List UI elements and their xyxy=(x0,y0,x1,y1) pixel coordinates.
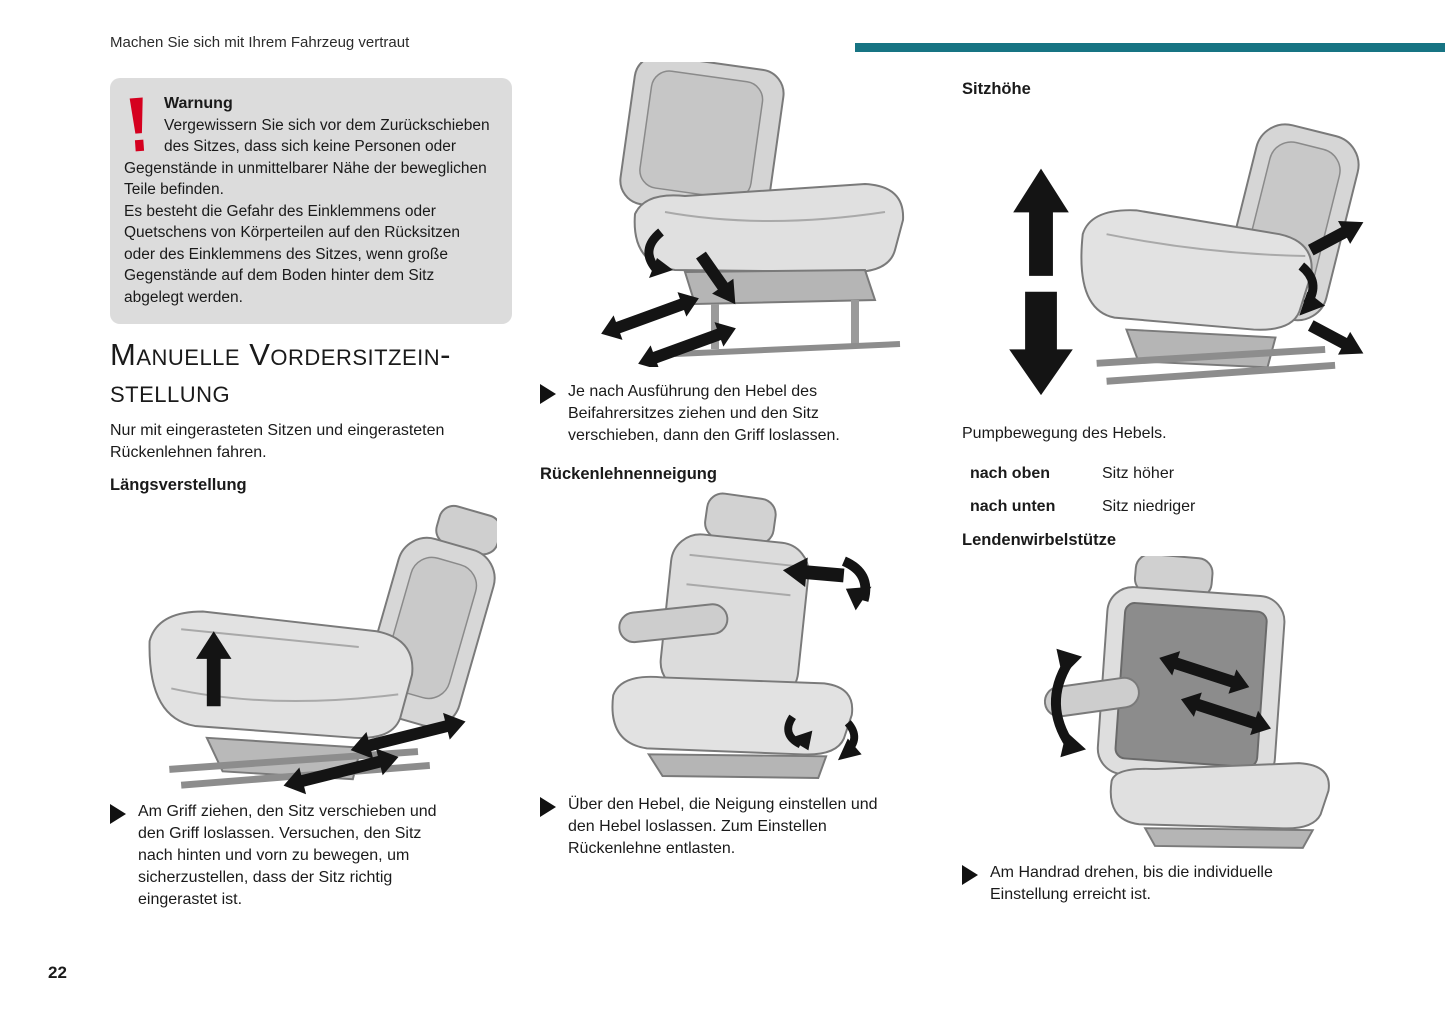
bullet-arrow-icon xyxy=(110,804,126,824)
instruction-longitudinal-text: Am Griff ziehen, den Sitz verschieben und den Griff loslassen. Versuchen, den Sitz nach hinten und vorn zu bewegen, um sicherzustellen, dass der Sitz richtig eingerastet ist. xyxy=(138,803,437,908)
table-key: nach unten xyxy=(970,498,1056,515)
warning-exclamation-icon xyxy=(124,95,154,155)
warning-paragraph-2: Es besteht die Gefahr des Einklemmens oder Quetschens von Körperteilen auf den Rücksitzen oder des Einklemmens des Sitzes, wenn große Gegenstände auf dem Boden hinter dem Sitz abgelegt werden. xyxy=(124,202,461,306)
pump-text: Pumpbewegung des Hebels. xyxy=(962,425,1167,442)
header-rule xyxy=(855,43,1445,52)
instruction-passenger-slide xyxy=(540,381,940,447)
warning-title: Warnung xyxy=(164,95,233,112)
seat-illustration-lumbar xyxy=(1017,556,1407,852)
heading-sitzhoehe: Sitzhöhe xyxy=(962,80,1031,98)
instruction-lumbar-text: Am Handrad drehen, bis die individuelle Einstellung erreicht ist. xyxy=(990,864,1273,903)
instruction-passenger-slide-text: Je nach Ausführung den Hebel des Beifahrersitzes ziehen und den Sitz verschieben, dann den Griff loslassen. xyxy=(568,383,840,444)
left-column xyxy=(110,78,512,911)
heading-laengsverstellung: Längsverstellung xyxy=(110,476,247,494)
seat-illustration-backrest-tilt xyxy=(560,490,940,786)
table-row xyxy=(970,465,1407,483)
instruction-backrest-tilt-text: Über den Hebel, die Neigung einstellen und den Hebel loslassen. Zum Einstellen Rückenlehne entlasten. xyxy=(568,796,878,857)
seat-illustration-passenger-slide xyxy=(565,62,940,367)
instruction-lumbar xyxy=(962,862,1407,906)
bullet-arrow-icon xyxy=(962,865,978,885)
section-title xyxy=(110,336,512,410)
section-intro: Nur mit eingerasteten Sitzen und eingerasteten Rückenlehnen fahren. xyxy=(110,422,445,461)
seat-illustration-seat-height xyxy=(987,107,1407,415)
page-number: 22 xyxy=(48,963,67,982)
running-header: Machen Sie sich mit Ihrem Fahrzeug vertraut xyxy=(110,34,410,51)
seat-illustration-longitudinal xyxy=(112,501,512,797)
table-value: Sitz höher xyxy=(1102,465,1175,482)
heading-rueckenlehnenneigung: Rückenlehnenneigung xyxy=(540,465,717,483)
instruction-longitudinal xyxy=(110,801,512,911)
table-value: Sitz niedriger xyxy=(1102,498,1196,515)
warning-paragraph-1: Vergewissern Sie sich vor dem Zurückschieben des Sitzes, dass sich keine Personen oder Gegenstände in unmittelbarer Nähe der beweglichen Teile befinden. xyxy=(124,116,490,198)
seat-height-table xyxy=(962,465,1407,516)
heading-lendenwirbelstuetze: Lendenwirbelstütze xyxy=(962,531,1117,549)
table-key: nach oben xyxy=(970,465,1051,482)
instruction-backrest-tilt xyxy=(540,794,940,860)
warning-box xyxy=(110,78,512,324)
section-title-line-1: Manuelle Vordersitzein- xyxy=(110,337,451,372)
bullet-arrow-icon xyxy=(540,384,556,404)
right-column xyxy=(962,80,1407,906)
section-title-line-2: stellung xyxy=(110,374,231,409)
middle-column xyxy=(540,62,940,860)
table-row xyxy=(970,498,1407,516)
bullet-arrow-icon xyxy=(540,797,556,817)
